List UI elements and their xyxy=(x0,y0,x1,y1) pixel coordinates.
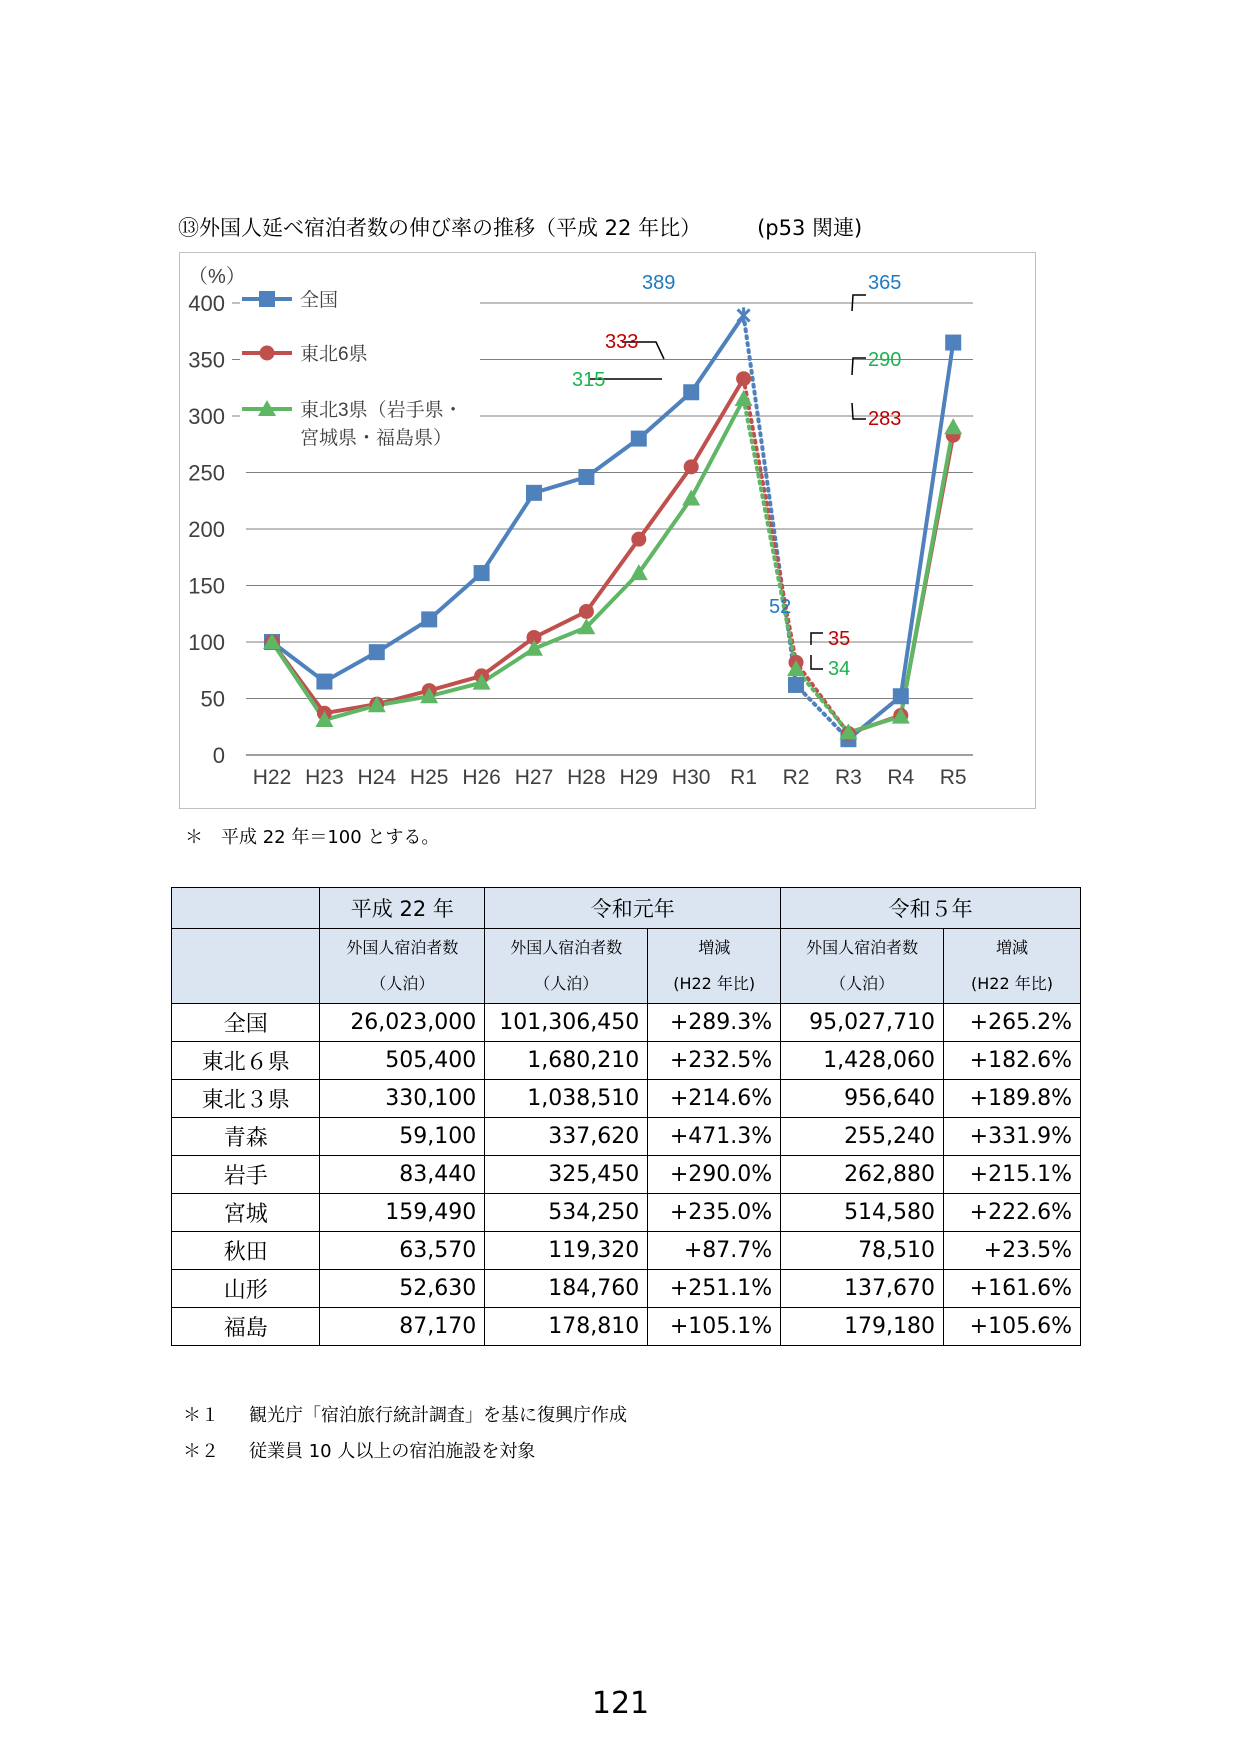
table-row xyxy=(172,1156,1081,1194)
cell-r5-count: 78,510 xyxy=(781,1232,944,1270)
chart-title xyxy=(178,212,862,242)
region-name: 福島 xyxy=(172,1308,320,1346)
chart-title-main: ⑬外国人延べ宿泊者数の伸び率の推移（平成 22 年比） xyxy=(178,216,702,240)
x-tick-label: H22 xyxy=(252,766,292,789)
data-point xyxy=(631,532,646,547)
cell-r1-change: +87.7% xyxy=(648,1232,781,1270)
subheader-label: 外国人宿泊者数 xyxy=(510,938,623,957)
x-tick-label: R3 xyxy=(834,766,862,789)
cell-r1-count: 325,450 xyxy=(485,1156,648,1194)
data-point xyxy=(683,384,699,400)
cell-r1-count: 101,306,450 xyxy=(485,1004,648,1042)
y-tick-label: 100 xyxy=(188,630,225,655)
data-label: 333 xyxy=(605,331,639,353)
legend-label: 東北6県 xyxy=(300,344,368,365)
y-tick-label: 250 xyxy=(188,460,225,486)
footnote-2 xyxy=(183,1434,627,1470)
region-name: 山形 xyxy=(172,1270,320,1308)
data-point xyxy=(631,431,647,447)
line-chart xyxy=(180,253,1035,808)
region-name: 岩手 xyxy=(172,1156,320,1194)
cell-r1-change: +290.0% xyxy=(648,1156,781,1194)
series-line xyxy=(272,315,744,681)
cell-r1-change: +235.0% xyxy=(648,1194,781,1232)
footnote-mark: ＊１ xyxy=(183,1405,219,1426)
x-tick-label: R5 xyxy=(939,766,967,789)
cell-r1-count: 178,810 xyxy=(485,1308,648,1346)
cell-h22-count: 83,440 xyxy=(320,1156,485,1194)
data-point xyxy=(579,604,594,619)
cell-r1-change: +471.3% xyxy=(648,1118,781,1156)
x-tick-label: R1 xyxy=(730,766,758,789)
y-tick-label: 300 xyxy=(188,404,225,429)
cell-r1-change: +214.6% xyxy=(648,1080,781,1118)
y-tick-label: 150 xyxy=(188,573,225,599)
cell-h22-count: 59,100 xyxy=(320,1118,485,1156)
chart-title-ref: (p53 関連) xyxy=(757,216,863,240)
cell-r5-count: 956,640 xyxy=(781,1080,944,1118)
subheader-unit: (H22 年比) xyxy=(971,974,1053,993)
cell-r5-count: 262,880 xyxy=(781,1156,944,1194)
cell-r5-change: +161.6% xyxy=(944,1270,1081,1308)
data-point xyxy=(682,489,700,505)
x-tick-label: H26 xyxy=(462,766,501,789)
cell-h22-count: 52,630 xyxy=(320,1270,485,1308)
cell-r5-change: +23.5% xyxy=(944,1232,1081,1270)
data-point xyxy=(684,459,699,474)
cell-r5-change: +182.6% xyxy=(944,1042,1081,1080)
region-name: 東北６県 xyxy=(172,1042,320,1080)
subheader-label: 外国人宿泊者数 xyxy=(806,938,919,957)
data-point xyxy=(474,565,490,581)
annotation-leader xyxy=(852,358,866,375)
annotation-leader xyxy=(811,633,823,645)
x-tick-label: H23 xyxy=(305,766,344,789)
cell-h22-count: 63,570 xyxy=(320,1232,485,1270)
cell-h22-count: 330,100 xyxy=(320,1080,485,1118)
cell-r1-count: 119,320 xyxy=(485,1232,648,1270)
cell-r1-change: +105.1% xyxy=(648,1308,781,1346)
chart-frame xyxy=(179,252,1036,809)
chart-note: ＊ 平成 22 年＝100 とする。 xyxy=(185,827,440,848)
data-point xyxy=(316,674,332,690)
data-label: 389 xyxy=(642,272,676,294)
table-header-row xyxy=(172,888,1081,929)
data-point xyxy=(738,307,750,323)
subheader-label: 外国人宿泊者数 xyxy=(346,938,459,957)
subheader-r5-change xyxy=(944,929,1081,1004)
cell-r1-count: 337,620 xyxy=(485,1118,648,1156)
data-point xyxy=(944,418,962,434)
footnote-1 xyxy=(183,1398,627,1434)
cell-r1-change: +251.1% xyxy=(648,1270,781,1308)
legend-label: 宮城県・福島県） xyxy=(300,428,453,449)
cell-h22-count: 505,400 xyxy=(320,1042,485,1080)
legend-marker xyxy=(260,346,275,361)
data-label: 290 xyxy=(868,349,902,371)
table-row xyxy=(172,1194,1081,1232)
region-name: 全国 xyxy=(172,1004,320,1042)
footnotes xyxy=(183,1398,627,1470)
footnote-text: 観光庁「宿泊旅行統計調査」を基に復興庁作成 xyxy=(249,1405,627,1426)
y-axis-unit-label: （%） xyxy=(188,266,246,288)
cell-r1-change: +289.3% xyxy=(648,1004,781,1042)
y-tick-label: 0 xyxy=(212,743,225,768)
data-label: 35 xyxy=(828,628,851,650)
data-label: 315 xyxy=(572,369,606,391)
page-number: 121 xyxy=(591,1686,650,1721)
data-point xyxy=(893,688,909,704)
region-name: 青森 xyxy=(172,1118,320,1156)
header-group-r5: 令和５年 xyxy=(781,888,1081,929)
data-point xyxy=(421,611,437,627)
table-row xyxy=(172,1232,1081,1270)
cell-r5-change: +105.6% xyxy=(944,1308,1081,1346)
subheader-unit: （人泊） xyxy=(370,974,435,993)
table-row xyxy=(172,1118,1081,1156)
cell-r5-change: +331.9% xyxy=(944,1118,1081,1156)
stats-table xyxy=(171,887,1081,1346)
subheader-r1-change xyxy=(648,929,781,1004)
legend-marker xyxy=(259,291,275,307)
table-row xyxy=(172,1080,1081,1118)
x-tick-label: H28 xyxy=(567,766,606,789)
subheader-r5-count xyxy=(781,929,944,1004)
x-tick-label: R2 xyxy=(782,766,810,789)
x-tick-label: H27 xyxy=(514,766,554,789)
annotation-leader xyxy=(811,655,823,669)
footnote-mark: ＊２ xyxy=(183,1441,219,1462)
subheader-unit: （人泊） xyxy=(830,974,895,993)
header-group-h22: 平成 22 年 xyxy=(320,888,485,929)
cell-r5-change: +265.2% xyxy=(944,1004,1081,1042)
subheader-unit: （人泊） xyxy=(534,974,599,993)
y-tick-label: 50 xyxy=(200,686,225,712)
cell-r5-change: +215.1% xyxy=(944,1156,1081,1194)
data-label: 34 xyxy=(828,658,851,680)
table-row xyxy=(172,1270,1081,1308)
x-tick-label: H29 xyxy=(619,766,659,789)
legend-label: 東北3県（岩手県・ xyxy=(300,400,463,421)
cell-r5-count: 255,240 xyxy=(781,1118,944,1156)
data-point xyxy=(526,485,542,501)
cell-h22-count: 159,490 xyxy=(320,1194,485,1232)
header-cell-empty xyxy=(172,888,320,929)
cell-r1-count: 1,680,210 xyxy=(485,1042,648,1080)
table-subheader-row xyxy=(172,929,1081,1004)
cell-r5-change: +222.6% xyxy=(944,1194,1081,1232)
annotation-leader xyxy=(852,403,866,419)
data-point xyxy=(945,335,961,351)
header-group-r1: 令和元年 xyxy=(485,888,781,929)
data-label: 365 xyxy=(868,272,902,294)
subheader-label: 増減 xyxy=(698,938,731,957)
cell-h22-count: 26,023,000 xyxy=(320,1004,485,1042)
x-tick-label: R4 xyxy=(887,766,915,789)
cell-r5-change: +189.8% xyxy=(944,1080,1081,1118)
series-line xyxy=(848,343,953,740)
cell-r1-count: 1,038,510 xyxy=(485,1080,648,1118)
cell-r5-count: 137,670 xyxy=(781,1270,944,1308)
cell-r1-change: +232.5% xyxy=(648,1042,781,1080)
table-row xyxy=(172,1042,1081,1080)
x-tick-label: H30 xyxy=(671,766,711,789)
legend-label: 全国 xyxy=(300,290,339,311)
footnote-text: 従業員 10 人以上の宿泊施設を対象 xyxy=(249,1441,536,1462)
cell-r5-count: 1,428,060 xyxy=(781,1042,944,1080)
cell-r5-count: 514,580 xyxy=(781,1194,944,1232)
table-row xyxy=(172,1308,1081,1346)
data-point xyxy=(788,677,804,693)
cell-r1-count: 184,760 xyxy=(485,1270,648,1308)
data-point xyxy=(578,469,594,485)
region-name: 秋田 xyxy=(172,1232,320,1270)
region-name: 宮城 xyxy=(172,1194,320,1232)
subheader-h22-count xyxy=(320,929,485,1004)
data-label: 283 xyxy=(868,408,902,430)
cell-r5-count: 95,027,710 xyxy=(781,1004,944,1042)
x-tick-label: H25 xyxy=(409,766,449,789)
cell-h22-count: 87,170 xyxy=(320,1308,485,1346)
subheader-label: 増減 xyxy=(996,938,1029,957)
subheader-r1-count xyxy=(485,929,648,1004)
data-point xyxy=(369,644,385,660)
table-row xyxy=(172,1004,1081,1042)
y-tick-label: 200 xyxy=(188,517,225,542)
cell-r1-count: 534,250 xyxy=(485,1194,648,1232)
x-tick-label: H24 xyxy=(357,766,397,789)
data-point xyxy=(736,371,751,386)
data-label: 52 xyxy=(769,596,792,618)
region-name: 東北３県 xyxy=(172,1080,320,1118)
subheader-unit: (H22 年比) xyxy=(673,974,756,993)
y-tick-label: 350 xyxy=(188,347,225,373)
cell-r5-count: 179,180 xyxy=(781,1308,944,1346)
subheader-cell-empty xyxy=(172,929,320,1004)
y-tick-label: 400 xyxy=(188,291,225,316)
